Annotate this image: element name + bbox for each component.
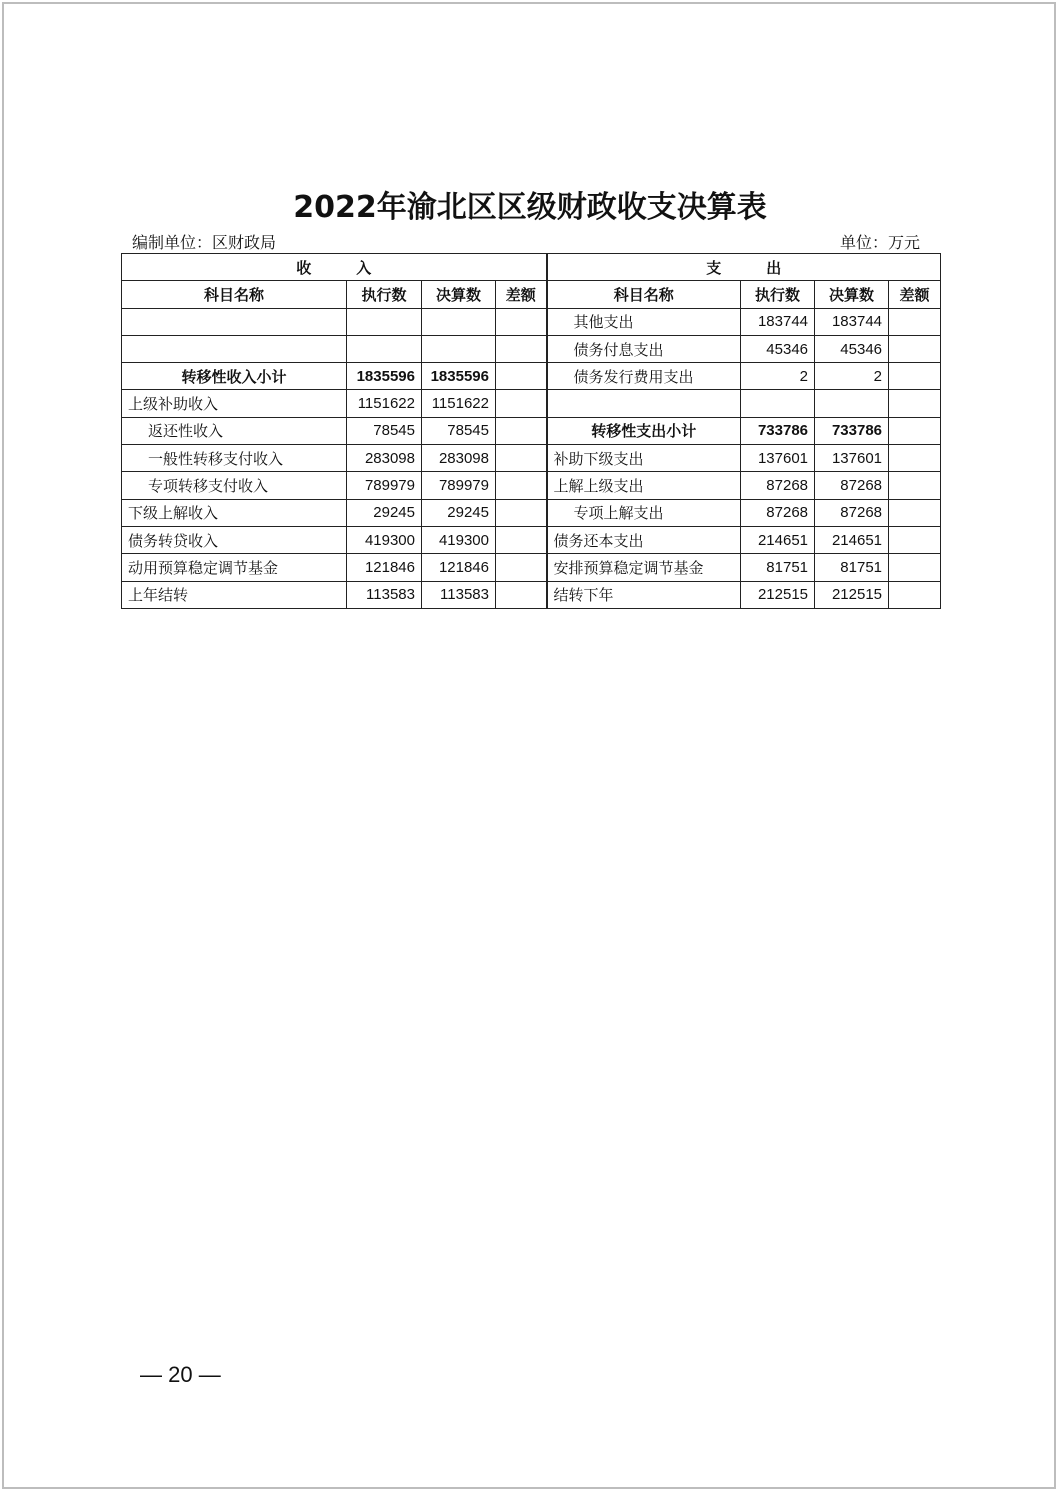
expense-name: 债务还本支出 [547, 526, 741, 553]
expense-final: 137601 [815, 445, 889, 472]
income-final: 113583 [422, 581, 496, 608]
income-diff [496, 308, 547, 335]
income-diff [496, 499, 547, 526]
income-exec: 29245 [347, 499, 422, 526]
expense-exec: 183744 [741, 308, 815, 335]
income-final: 789979 [422, 472, 496, 499]
income-name: 一般性转移支付收入 [122, 445, 347, 472]
expense-name: 结转下年 [547, 581, 741, 608]
table-row [122, 308, 941, 335]
table-row [122, 417, 941, 444]
expense-name: 安排预算稳定调节基金 [547, 554, 741, 581]
table-row [122, 335, 941, 362]
income-name: 上级补助收入 [122, 390, 347, 417]
income-final: 1151622 [422, 390, 496, 417]
expense-diff [889, 417, 941, 444]
income-final [422, 308, 496, 335]
income-name: 返还性收入 [122, 417, 347, 444]
expense-final: 81751 [815, 554, 889, 581]
income-exec [347, 335, 422, 362]
unit-label: 单位：万元 [839, 233, 920, 252]
expense-exec: 87268 [741, 472, 815, 499]
income-name: 专项转移支付收入 [122, 472, 347, 499]
col-header-exec: 执行数 [347, 281, 422, 308]
income-exec: 419300 [347, 526, 422, 553]
income-exec: 283098 [347, 445, 422, 472]
expense-exec: 2 [741, 363, 815, 390]
section-header-row [122, 254, 941, 281]
expense-header: 支 出 [547, 254, 941, 281]
income-exec: 1835596 [347, 363, 422, 390]
expense-name: 债务发行费用支出 [547, 363, 741, 390]
income-diff [496, 554, 547, 581]
income-diff [496, 390, 547, 417]
income-exec: 113583 [347, 581, 422, 608]
page-title: 2022年渝北区区级财政收支决算表 [293, 190, 767, 225]
expense-name: 其他支出 [547, 308, 741, 335]
income-diff [496, 472, 547, 499]
col-header-final: 决算数 [422, 281, 496, 308]
col-header-exec: 执行数 [741, 281, 815, 308]
table-row [122, 445, 941, 472]
expense-exec [741, 390, 815, 417]
expense-diff [889, 308, 941, 335]
income-final: 1835596 [422, 363, 496, 390]
expense-diff [889, 390, 941, 417]
expense-diff [889, 581, 941, 608]
income-exec [347, 308, 422, 335]
expense-exec: 137601 [741, 445, 815, 472]
expense-final: 212515 [815, 581, 889, 608]
income-header: 收 入 [122, 254, 547, 281]
expense-final: 87268 [815, 499, 889, 526]
income-diff [496, 581, 547, 608]
income-final: 78545 [422, 417, 496, 444]
expense-exec: 87268 [741, 499, 815, 526]
expense-diff [889, 472, 941, 499]
income-name [122, 308, 347, 335]
table-row [122, 472, 941, 499]
expense-name: 转移性支出小计 [547, 417, 741, 444]
column-header-row [122, 281, 941, 308]
expense-diff [889, 554, 941, 581]
expense-exec: 733786 [741, 417, 815, 444]
col-header-diff: 差额 [889, 281, 941, 308]
expense-name [547, 390, 741, 417]
expense-name: 补助下级支出 [547, 445, 741, 472]
income-final: 283098 [422, 445, 496, 472]
col-header-name: 科目名称 [547, 281, 741, 308]
income-exec: 78545 [347, 417, 422, 444]
col-header-final: 决算数 [815, 281, 889, 308]
income-exec: 1151622 [347, 390, 422, 417]
expense-final: 2 [815, 363, 889, 390]
expense-final: 214651 [815, 526, 889, 553]
income-final: 121846 [422, 554, 496, 581]
income-exec: 789979 [347, 472, 422, 499]
income-exec: 121846 [347, 554, 422, 581]
table-row [122, 390, 941, 417]
col-header-diff: 差额 [496, 281, 547, 308]
income-name: 债务转贷收入 [122, 526, 347, 553]
table-row [122, 554, 941, 581]
expense-final: 183744 [815, 308, 889, 335]
table-row [122, 581, 941, 608]
income-diff [496, 417, 547, 444]
income-name [122, 335, 347, 362]
income-name: 转移性收入小计 [122, 363, 347, 390]
income-final: 419300 [422, 526, 496, 553]
income-final: 29245 [422, 499, 496, 526]
expense-exec: 81751 [741, 554, 815, 581]
income-name: 下级上解收入 [122, 499, 347, 526]
page-number: — 20 — [140, 1362, 221, 1387]
income-name: 上年结转 [122, 581, 347, 608]
income-name: 动用预算稳定调节基金 [122, 554, 347, 581]
budget-table [121, 253, 941, 609]
expense-diff [889, 363, 941, 390]
table-row [122, 499, 941, 526]
col-header-name: 科目名称 [122, 281, 347, 308]
expense-diff [889, 335, 941, 362]
expense-exec: 45346 [741, 335, 815, 362]
expense-diff [889, 445, 941, 472]
expense-final: 87268 [815, 472, 889, 499]
income-diff [496, 363, 547, 390]
income-diff [496, 526, 547, 553]
expense-final: 45346 [815, 335, 889, 362]
compiler-label: 编制单位：区财政局 [132, 233, 277, 252]
expense-diff [889, 499, 941, 526]
expense-name: 上解上级支出 [547, 472, 741, 499]
income-diff [496, 445, 547, 472]
table-row [122, 526, 941, 553]
expense-name: 债务付息支出 [547, 335, 741, 362]
income-diff [496, 335, 547, 362]
expense-exec: 214651 [741, 526, 815, 553]
income-final [422, 335, 496, 362]
expense-final [815, 390, 889, 417]
expense-name: 专项上解支出 [547, 499, 741, 526]
expense-diff [889, 526, 941, 553]
expense-exec: 212515 [741, 581, 815, 608]
table-row [122, 363, 941, 390]
expense-final: 733786 [815, 417, 889, 444]
